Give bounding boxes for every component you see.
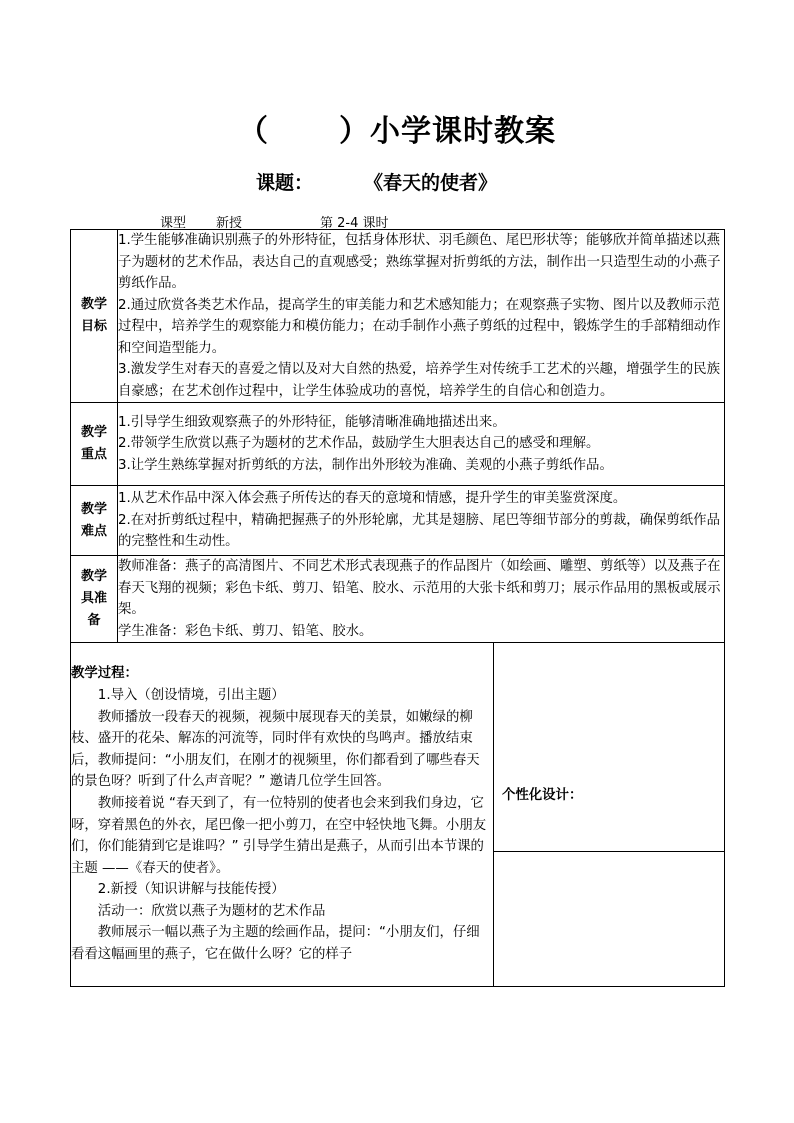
list-item: 1.学生能够准确识别燕子的外形特征，包括身体形状、羽毛颜色、尾巴形状等；能够欣并简单描述以燕子为题材的艺术作品，表达自己的直观感受；熟练掌握对折剪纸的方法，制作出一只造型生动的小燕子剪纸作品。	[118, 233, 721, 291]
page-title	[0, 106, 794, 150]
process-paragraph: 2.新授（知识讲解与技能传授）	[97, 882, 285, 898]
type-label: 课型	[160, 216, 187, 231]
section-label: 教学目标	[71, 230, 118, 403]
list-item: 2.带领学生欣赏以燕子为题材的艺术作品，鼓励学生大胆表达自己的感受和理解。	[118, 436, 600, 452]
personalized-design-heading: 个性化设计：	[494, 778, 724, 852]
section-row-key-points	[71, 403, 725, 486]
list-item: 3.让学生熟练掌握对折剪纸的方法，制作出外形较为准确、美观的小燕子剪纸作品。	[118, 457, 613, 473]
process-paragraph: 教师展示一幅以燕子为主题的绘画作品，提问：“小朋友们，仔细看看这幅画里的燕子，它在做什么呀？它的样子	[71, 925, 480, 963]
section-label: 教学难点	[71, 486, 118, 556]
list-item: 2.通过欣赏各类艺术作品，提高学生的审美能力和艺术感知能力；在观察燕子实物、图片以及教师示范过程中，培养学生的观察能力和模仿能力；在动手制作小燕子剪纸的过程中，锻炼学生的手部精细动作和空间造型能力。	[118, 297, 721, 356]
list-item: 2.在对折剪纸过程中，精确把握燕子的外形轮廓，尤其是翅膀、尾巴等细节部分的剪裁，确保剪纸作品的完整性和生动性。	[118, 512, 720, 550]
list-item: 3.激发学生对春天的喜爱之情以及对大自然的热爱，培养学生对传统手工艺术的兴趣，增强学生的民族自豪感；在艺术创作过程中，让学生体验成功的喜悦，培养学生的自信心和创造力。	[118, 362, 720, 399]
section-row-materials	[71, 556, 725, 643]
subject-label: 课题：	[256, 172, 314, 194]
personalized-design	[494, 643, 725, 987]
lesson-subject	[256, 168, 497, 195]
process-paragraph: 教师播放一段春天的视频，视频中展现春天的美景，如嫩绿的柳枝、盛开的花朵、解冻的河流等，同时伴有欢快的鸟鸣声。播放结束后，教师提问：“小朋友们，在刚才的视频里，你们都看到了哪些春天的景色呀？听到了什么声音呢？” 邀请几位学生回答。	[71, 709, 480, 790]
type-value: 新授	[216, 216, 243, 231]
process-paragraph: 活动一：欣赏以燕子为题材的艺术作品	[97, 903, 326, 919]
teaching-process	[71, 643, 494, 987]
list-item: 教师准备：燕子的高清图片、不同艺术形式表现燕子的作品图片（如绘画、雕塑、剪纸等）以及燕子在春天飞翔的视频；彩色卡纸、剪刀、铅笔、胶水、示范用的大张卡纸和剪刀；展示作品用的黑板或展示架。	[118, 559, 721, 617]
section-content	[118, 486, 725, 556]
lesson-number: 第 2-4 课时	[320, 216, 389, 231]
process-paragraph: 1.导入（创设情境，引出主题）	[97, 687, 285, 703]
section-content	[118, 403, 725, 486]
section-row-objectives	[71, 230, 725, 403]
list-item: 1.从艺术作品中深入体会燕子所传达的春天的意境和情感，提升学生的审美鉴赏深度。	[118, 491, 627, 507]
section-content	[118, 556, 725, 643]
process-row	[71, 643, 725, 987]
title-text: ）小学课时教案	[339, 114, 556, 149]
lesson-plan-table	[70, 229, 725, 987]
list-item: 学生准备：彩色卡纸、剪刀、铅笔、胶水。	[118, 623, 373, 639]
list-item: 1.引导学生细致观察燕子的外形特征，能够清晰准确地描述出来。	[118, 414, 506, 430]
section-content	[118, 230, 725, 403]
subject-value: 《春天的使者》	[364, 172, 498, 194]
section-label: 教学重点	[71, 403, 118, 486]
section-row-difficulties	[71, 486, 725, 556]
title-left-paren: （	[238, 114, 269, 149]
section-label: 教学具准备	[71, 556, 118, 643]
process-heading: 教学过程：	[71, 666, 138, 682]
process-paragraph: 教师接着说 “春天到了，有一位特别的使者也会来到我们身边，它呀，穿着黑色的外衣，尾巴像一把小剪刀，在空中轻快地飞舞。小朋友们，你们能猜到它是谁吗？” 引导学生猜出是燕子，从而引出本节课的主题 ——《春天的使者》。	[71, 795, 487, 876]
